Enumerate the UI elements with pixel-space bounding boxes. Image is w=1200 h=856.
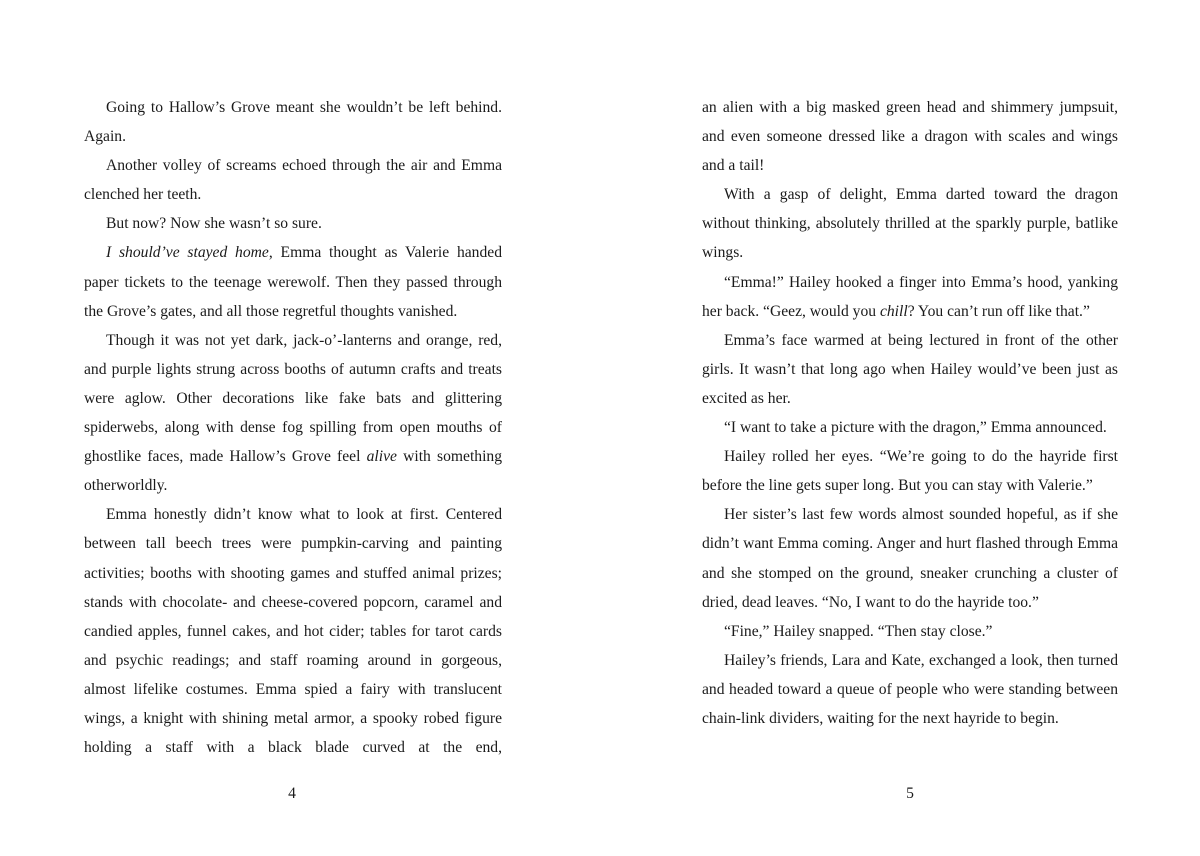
italic-text: chill	[879, 302, 908, 320]
text-run: an alien with a big masked green head and shimmery jumpsuit, and even someone dressed like a dragon with scales and wings and a tail!	[702, 99, 1118, 175]
text-run: Emma honestly didn’t know what to look at first. Centered between tall beech trees were pumpkin-carving and painting activities; booths with shooting games and stuffed animal prizes; stands with chocolate- and cheese-covered popcorn, caramel and candied apples, funnel cakes, and hot cider; tables for tarot cards and psychic readings; and staff roaming around in gorgeous, almost lifelike costumes. Emma spied a fairy with translucent wings, a knight with shining metal armor, a spooky robed figure holding a staff with a black blade curved at the end,	[84, 506, 502, 757]
text-run: , Emma thought as Valerie handed paper tickets to the teenage werewolf. Then they passed through the Grove’s gates, and all those regretful thoughts vanished.	[84, 244, 502, 320]
right-paragraph	[702, 646, 1118, 733]
text-run: With a gasp of delight, Emma darted toward the dragon without thinking, absolutely thrilled at the sparkly purple, batlike wings.	[702, 186, 1118, 262]
text-run: Emma’s face warmed at being lectured in front of the other girls. It wasn’t that long ago when Hailey would’ve been just as excited as her.	[702, 331, 1118, 407]
text-run: “Emma!” Hailey hooked a finger into Emma’s hood, yanking her back. “Geez, would you	[702, 273, 1118, 320]
right-paragraph	[702, 93, 1118, 180]
italic-text: I should’ve stayed home	[106, 244, 269, 262]
right-paragraph	[702, 617, 1118, 646]
left-paragraph	[84, 326, 502, 501]
right-paragraph	[702, 413, 1118, 442]
right-paragraph	[702, 442, 1118, 500]
right-paragraph	[702, 180, 1118, 267]
text-run: Though it was not yet dark, jack-o’-lanterns and orange, red, and purple lights strung across booths of autumn crafts and treats were aglow. Other decorations like fake bats and glittering spiderwebs, along with dense fog spilling from open mouths of ghostlike faces, made Hallow’s Grove feel	[84, 331, 502, 466]
left-paragraph	[84, 209, 502, 238]
right-page	[702, 93, 1118, 733]
text-run: Going to Hallow’s Grove meant she wouldn’t be left behind. Again.	[84, 99, 502, 146]
text-run: But now? Now she wasn’t so sure.	[106, 215, 322, 233]
right-paragraph	[702, 326, 1118, 413]
text-run: “Fine,” Hailey snapped. “Then stay close.”	[724, 622, 993, 640]
page-number-left: 4	[288, 785, 296, 802]
left-paragraph	[84, 238, 502, 325]
page-number-right: 5	[906, 785, 914, 802]
text-run: Hailey rolled her eyes. “We’re going to do the hayride first before the line gets super long. But you can stay with Valerie.”	[702, 448, 1118, 495]
text-run: Another volley of screams echoed through the air and Emma clenched her teeth.	[84, 157, 502, 204]
text-run: ? You can’t run off like that.”	[907, 302, 1090, 320]
left-paragraph	[84, 93, 502, 151]
italic-text: alive	[366, 448, 397, 466]
text-run: with something otherworldly.	[84, 448, 502, 495]
text-run: “I want to take a picture with the dragon,” Emma announced.	[724, 419, 1107, 437]
text-run: Her sister’s last few words almost sounded hopeful, as if she didn’t want Emma coming. Anger and hurt flashed through Emma and she stomped on the ground, sneaker crunching a cluster of dried, dead leaves. “No, I want to do the hayride too.”	[702, 506, 1118, 611]
right-paragraph	[702, 268, 1118, 326]
text-run: Hailey’s friends, Lara and Kate, exchanged a look, then turned and headed toward a queue of people who were standing between chain-link dividers, waiting for the next hayride to begin.	[702, 651, 1118, 727]
left-page	[84, 93, 502, 762]
left-paragraph	[84, 151, 502, 209]
left-paragraph	[84, 500, 502, 762]
right-paragraph	[702, 500, 1118, 616]
